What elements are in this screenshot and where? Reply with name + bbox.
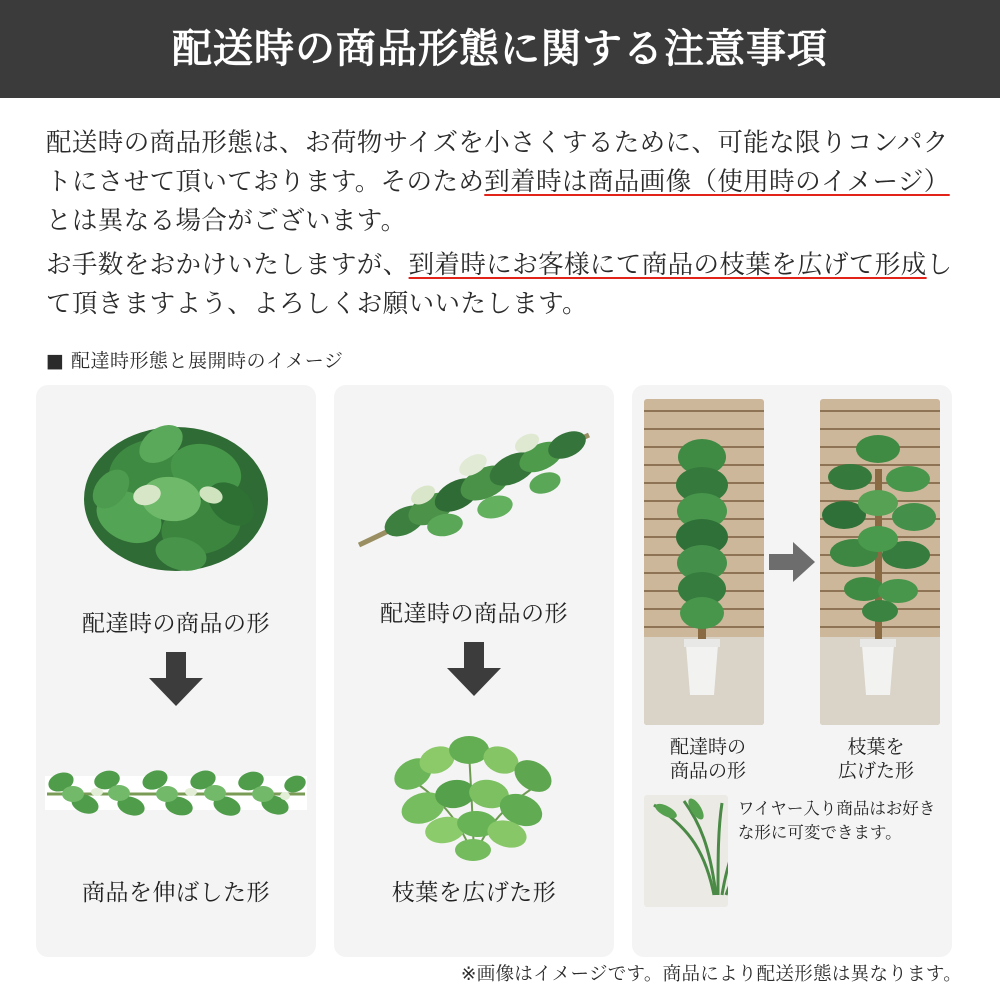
bundled-vine-photo (51, 399, 301, 599)
notice-body (0, 98, 1000, 373)
stretched-vine-photo (45, 718, 307, 868)
wire-note-row (644, 795, 940, 907)
tree-spread-caption (812, 735, 940, 784)
card-vine (36, 385, 316, 957)
card-tree (632, 385, 952, 957)
page-header (0, 0, 1000, 98)
paragraph-1-text-b: とは異なる場合がございます。 (46, 205, 407, 236)
spread-foliage-photo (349, 708, 599, 868)
card-branch-top-caption: 配達時の商品の形 (380, 600, 568, 627)
paragraph-2-text-a: お手数をおかけいたしますが、 (46, 250, 409, 281)
tree-spread-caption-line2: 広げた形 (837, 760, 914, 783)
tree-comparison-row (644, 397, 940, 727)
paragraph-2-text-b: して頂きますよう、よろしくお願いいたします。 (46, 250, 953, 319)
footnote: ※画像はイメージです。商品により配送形態は異なります。 (460, 964, 962, 985)
card-branch-bottom-caption: 枝葉を広げた形 (391, 879, 557, 906)
arrow-down-icon (447, 642, 501, 696)
card-vine-top-caption: 配達時の商品の形 (82, 610, 270, 637)
paragraph-2-underlined: 到着時にお客様にて商品の枝葉を広げて形成 (408, 250, 927, 281)
arrow-right-icon (769, 542, 815, 582)
image-card-row (0, 373, 1000, 957)
paragraph-1 (46, 124, 954, 240)
tree-compact-caption (644, 735, 772, 784)
paragraph-2 (46, 246, 954, 324)
wire-note-text: ワイヤー入り商品はお好きな形に可変できます。 (737, 799, 936, 842)
section-label: ■ 配達時形態と展開時のイメージ (46, 349, 344, 372)
tree-compact-photo (644, 399, 764, 725)
card-vine-bottom-caption: 商品を伸ばした形 (82, 879, 270, 906)
tree-compact-caption-line2: 商品の形 (669, 760, 746, 783)
folded-branch-photo (345, 399, 603, 589)
tree-spread-photo (820, 399, 940, 725)
paragraph-1-text-a: 配送時の商品形態は、お荷物サイズを小さくするために、可能な限りコンパクトにさせて頂いております。そのため (46, 128, 949, 197)
page-title: 配送時の商品形態に関する注意事項 (172, 26, 828, 72)
arrow-down-icon (149, 652, 203, 706)
hand-bending-wire-photo (644, 795, 728, 907)
tree-compact-caption-line1: 配達時の (669, 735, 746, 758)
tree-captions (644, 735, 940, 784)
tree-spread-caption-line1: 枝葉を (847, 735, 905, 758)
card-branch (334, 385, 614, 957)
paragraph-1-underlined: 到着時は商品画像（使用時のイメージ） (484, 166, 950, 197)
